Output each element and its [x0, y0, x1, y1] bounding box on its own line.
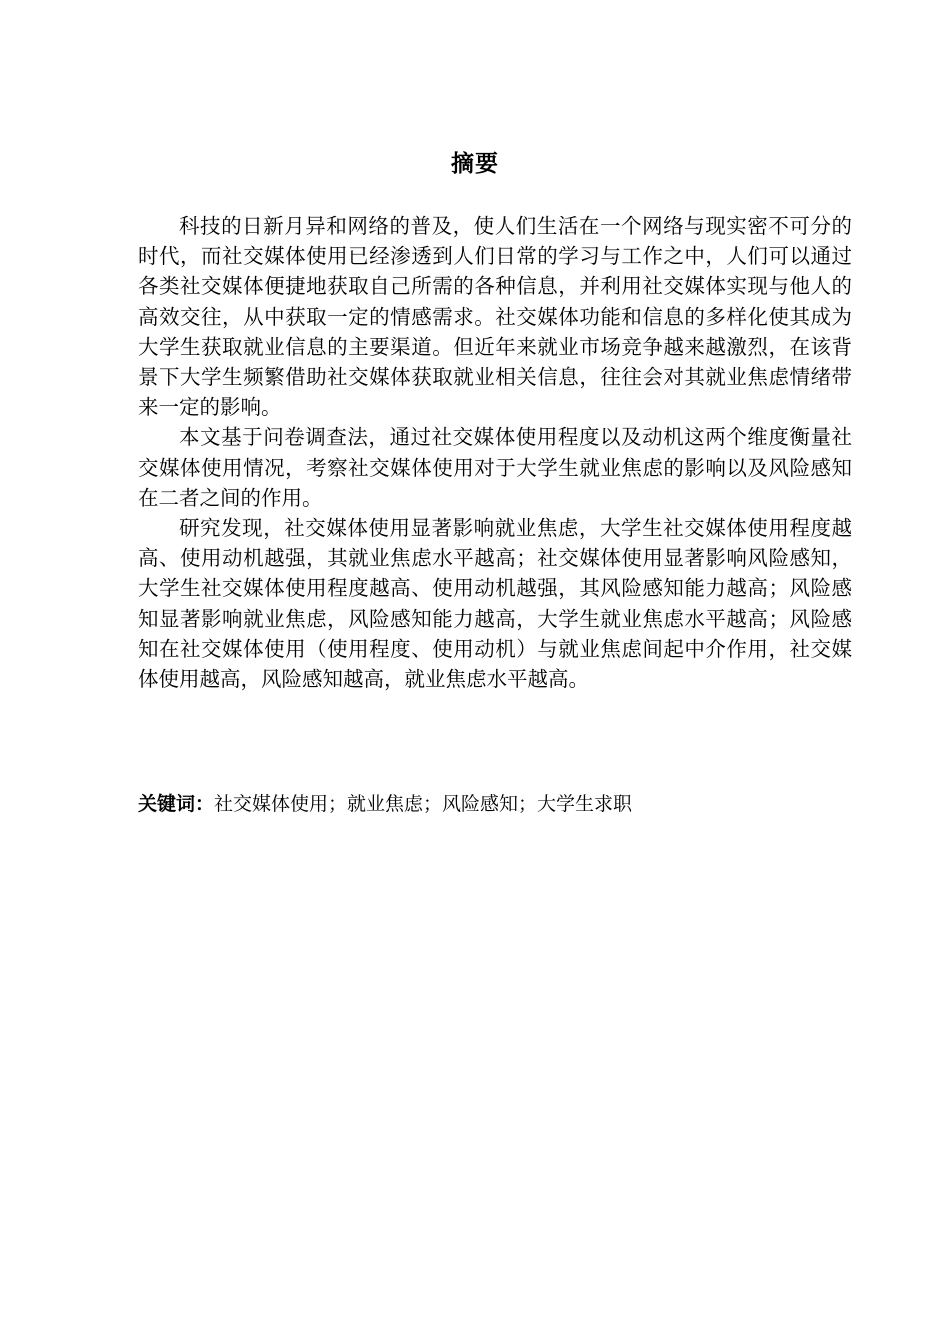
- abstract-body: [138, 211, 852, 694]
- keywords-label: 关键词：: [138, 793, 215, 815]
- keywords-line: [138, 789, 852, 819]
- abstract-paragraph-3: 研究发现，社交媒体使用显著影响就业焦虑，大学生社交媒体使用程度越高、使用动机越强，其就业焦虑水平越高；社交媒体使用显著影响风险感知，大学生社交媒体使用程度越高、使用动机越强，其风险感知能力越高；风险感知显著影响就业焦虑，风险感知能力越高，大学生就业焦虑水平越高；风险感知在社交媒体使用（使用程度、使用动机）与就业焦虑间起中介作用，社交媒体使用越高，风险感知越高，就业焦虑水平越高。: [138, 516, 852, 692]
- abstract-paragraph-1: 科技的日新月异和网络的普及，使人们生活在一个网络与现实密不可分的时代，而社交媒体使用已经渗透到人们日常的学习与工作之中，人们可以通过各类社交媒体便捷地获取自己所需的各种信息，并利用社交媒体实现与他人的高效交往，从中获取一定的情感需求。社交媒体功能和信息的多样化使其成为大学生获取就业信息的主要渠道。但近年来就业市场竞争越来越激烈，在该背景下大学生频繁借助社交媒体获取就业相关信息，往往会对其就业焦虑情绪带来一定的影响。: [138, 214, 852, 420]
- abstract-paragraph-2: 本文基于问卷调查法，通过社交媒体使用程度以及动机这两个维度衡量社交媒体使用情况，考察社交媒体使用对于大学生就业焦虑的影响以及风险感知在二者之间的作用。: [138, 425, 852, 510]
- keywords-list: 社交媒体使用；就业焦虑；风险感知；大学生求职: [214, 793, 633, 815]
- page-title: 摘要: [451, 151, 499, 177]
